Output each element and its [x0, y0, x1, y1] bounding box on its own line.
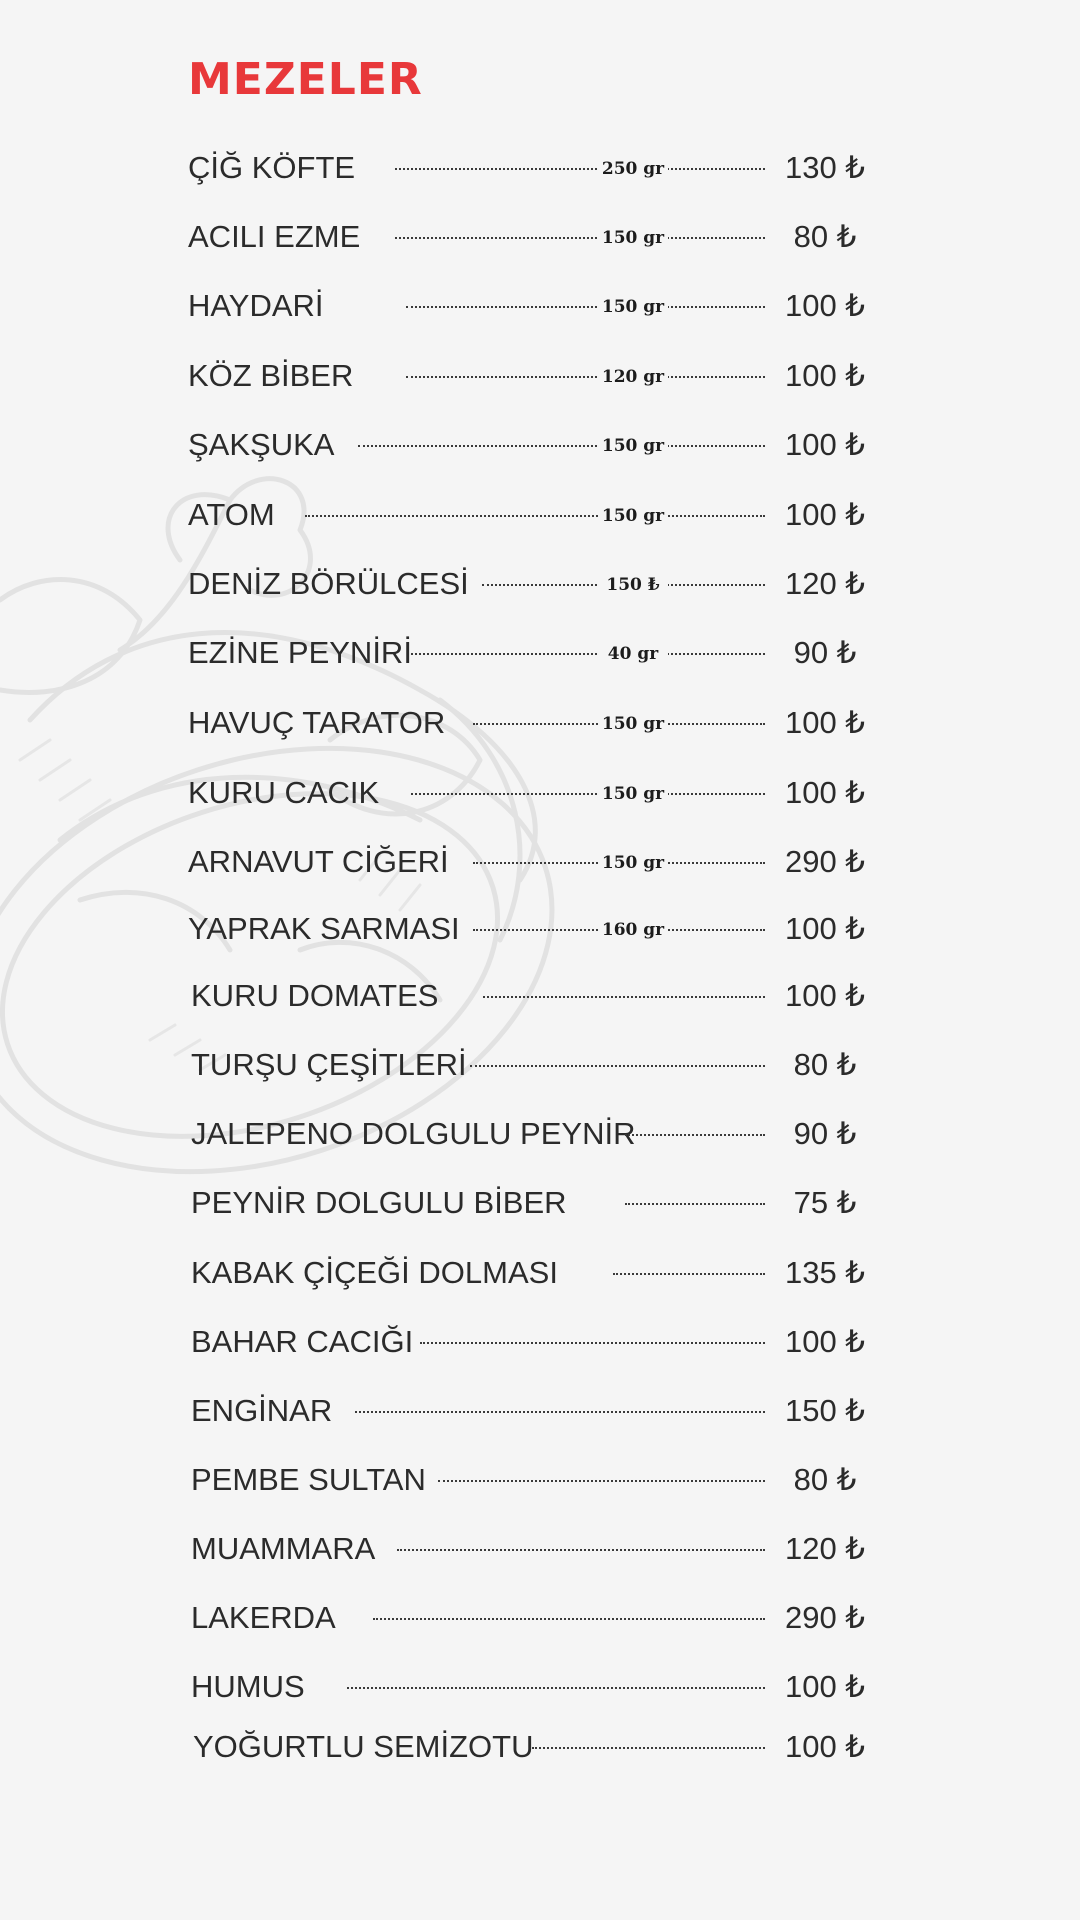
- dot-leader: [625, 1134, 765, 1136]
- item-name: HAYDARİ: [188, 288, 324, 323]
- menu-item: [0, 695, 1080, 751]
- dot-leader: [483, 996, 765, 998]
- item-price: 290 ₺: [784, 1600, 866, 1635]
- menu-item: [0, 765, 1080, 821]
- item-weight: 150 gr: [598, 433, 668, 459]
- item-price: 80 ₺: [793, 1462, 857, 1497]
- item-weight: 150 ₺: [598, 572, 668, 598]
- dot-leader: [411, 653, 765, 655]
- menu-item: [0, 625, 1080, 681]
- dot-leader: [347, 1687, 765, 1689]
- item-weight: 160 gr: [598, 917, 668, 943]
- menu-item: [0, 1175, 1080, 1231]
- item-name: MUAMMARA: [191, 1531, 376, 1566]
- item-name: KURU DOMATES: [191, 978, 439, 1013]
- item-name: PEMBE SULTAN: [191, 1462, 426, 1497]
- item-name: JALEPENO DOLGULU PEYNİR: [191, 1116, 636, 1151]
- item-name: ARNAVUT CİĞERİ: [188, 844, 449, 879]
- item-price: 100 ₺: [784, 497, 866, 532]
- item-price: 290 ₺: [784, 844, 866, 879]
- menu-item: [0, 901, 1080, 957]
- item-price: 150 ₺: [784, 1393, 866, 1428]
- dot-leader: [420, 1342, 765, 1344]
- item-name: ENGİNAR: [191, 1393, 333, 1428]
- item-name: KÖZ BİBER: [188, 358, 354, 393]
- item-price: 100 ₺: [784, 705, 866, 740]
- item-price: 100 ₺: [784, 1669, 866, 1704]
- item-price: 90 ₺: [793, 1116, 857, 1151]
- item-weight: 40 gr: [598, 641, 668, 667]
- item-price: 100 ₺: [784, 1324, 866, 1359]
- dot-leader: [395, 237, 765, 239]
- item-price: 100 ₺: [784, 775, 866, 810]
- item-price: 135 ₺: [784, 1255, 866, 1290]
- dot-leader: [395, 168, 765, 170]
- menu-item: [0, 1659, 1080, 1715]
- item-price: 100 ₺: [784, 358, 866, 393]
- menu-item: [0, 1383, 1080, 1439]
- menu-item: [0, 556, 1080, 612]
- item-price: 100 ₺: [784, 288, 866, 323]
- dot-leader: [625, 1203, 765, 1205]
- item-name: HAVUÇ TARATOR: [188, 705, 446, 740]
- item-weight: 150 gr: [598, 294, 668, 320]
- item-weight: 150 gr: [598, 503, 668, 529]
- item-price: 120 ₺: [784, 1531, 866, 1566]
- menu-item: [0, 1314, 1080, 1370]
- item-name: TURŞU ÇEŞİTLERİ: [191, 1047, 467, 1082]
- item-price: 100 ₺: [784, 978, 866, 1013]
- menu-item: [0, 1521, 1080, 1577]
- page-title: MEZELER: [188, 54, 423, 105]
- dot-leader: [406, 376, 765, 378]
- item-name: HUMUS: [191, 1669, 305, 1704]
- dot-leader: [411, 793, 765, 795]
- item-price: 100 ₺: [784, 427, 866, 462]
- menu-item: [0, 834, 1080, 890]
- menu-item: [0, 348, 1080, 404]
- item-name: ÇİĞ KÖFTE: [188, 150, 356, 185]
- item-name: YOĞURTLU SEMİZOTU: [193, 1729, 534, 1764]
- item-name: KURU CACIK: [188, 775, 380, 810]
- menu-item: [0, 1719, 1080, 1775]
- dot-leader: [305, 515, 765, 517]
- dot-leader: [613, 1273, 765, 1275]
- item-name: YAPRAK SARMASI: [188, 911, 460, 946]
- menu-item: [0, 140, 1080, 196]
- menu-item: [0, 1452, 1080, 1508]
- menu-item: [0, 417, 1080, 473]
- item-name: EZİNE PEYNİRİ: [188, 635, 412, 670]
- item-name: DENİZ BÖRÜLCESİ: [188, 566, 469, 601]
- menu-item: [0, 487, 1080, 543]
- item-price: 120 ₺: [784, 566, 866, 601]
- item-name: LAKERDA: [191, 1600, 336, 1635]
- item-price: 100 ₺: [784, 1729, 866, 1764]
- item-name: ATOM: [188, 497, 275, 532]
- item-name: PEYNİR DOLGULU BİBER: [191, 1185, 567, 1220]
- item-name: ACILI EZME: [188, 219, 361, 254]
- item-price: 80 ₺: [793, 219, 857, 254]
- menu-item: [0, 1037, 1080, 1093]
- dot-leader: [406, 306, 765, 308]
- item-price: 100 ₺: [784, 911, 866, 946]
- item-weight: 150 gr: [598, 781, 668, 807]
- item-name: ŞAKŞUKA: [188, 427, 335, 462]
- item-name: BAHAR CACIĞI: [191, 1324, 414, 1359]
- dot-leader: [358, 445, 765, 447]
- item-price: 80 ₺: [793, 1047, 857, 1082]
- item-price: 90 ₺: [793, 635, 857, 670]
- menu-item: [0, 1245, 1080, 1301]
- item-weight: 120 gr: [598, 364, 668, 390]
- dot-leader: [532, 1747, 765, 1749]
- dot-leader: [438, 1480, 765, 1482]
- item-price: 130 ₺: [784, 150, 866, 185]
- item-weight: 150 gr: [598, 850, 668, 876]
- menu-item: [0, 1590, 1080, 1646]
- dot-leader: [397, 1549, 765, 1551]
- item-weight: 250 gr: [598, 156, 668, 182]
- menu-item: [0, 1106, 1080, 1162]
- item-price: 75 ₺: [793, 1185, 857, 1220]
- item-name: KABAK ÇİÇEĞİ DOLMASI: [191, 1255, 558, 1290]
- dot-leader: [373, 1618, 765, 1620]
- dot-leader: [470, 1065, 765, 1067]
- item-weight: 150 gr: [598, 711, 668, 737]
- dot-leader: [355, 1411, 765, 1413]
- menu-item: [0, 968, 1080, 1024]
- menu-item: [0, 209, 1080, 265]
- item-weight: 150 gr: [598, 225, 668, 251]
- menu-item: [0, 278, 1080, 334]
